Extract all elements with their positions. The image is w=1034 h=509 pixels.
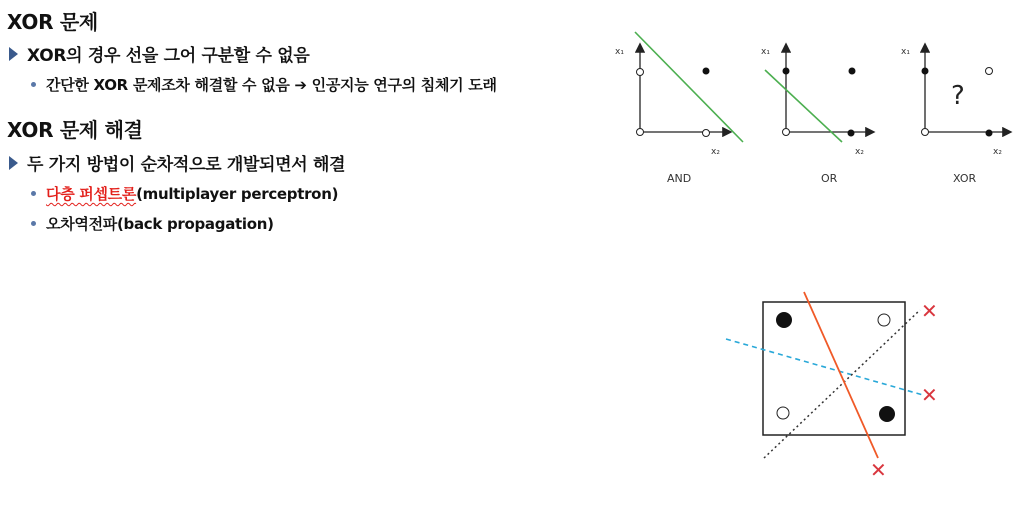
sub-bullet-backprop (31, 213, 274, 234)
and-point-00 (637, 129, 644, 136)
and-label: AND (667, 172, 692, 185)
section-title-xor-problem: XOR 문제 (7, 10, 98, 34)
or-x-label: x₂ (855, 147, 864, 157)
and-point-10 (703, 130, 710, 137)
xor-box-point-top-right (878, 314, 890, 326)
sub-bullet-text: 간단한 XOR 문제조차 해결할 수 없음 ➔ 인공지능 연구의 침체기 도래 (46, 76, 497, 94)
mlp-korean-term: 다층 퍼셉트론 (46, 185, 137, 203)
logic-gate-plots (605, 30, 1025, 200)
xor-point-10 (986, 130, 993, 137)
or-y-label: x₁ (761, 47, 770, 57)
xor-box-diagram (720, 284, 960, 484)
backprop-text: 오차역전파(back propagation) (46, 215, 274, 233)
xor-y-label: x₁ (901, 47, 910, 57)
xor-x-label: x₂ (993, 147, 1002, 157)
xor-label: XOR (953, 172, 977, 185)
xor-point-01 (922, 68, 929, 75)
and-plot (615, 32, 743, 185)
and-point-11 (703, 68, 710, 75)
or-point-01 (783, 68, 790, 75)
section-title-xor-solution: XOR 문제 해결 (7, 118, 143, 142)
dot-bullet-icon (31, 221, 36, 226)
dot-bullet-icon (31, 191, 36, 196)
fail-x-icon-top: ✕ (921, 299, 938, 323)
or-point-11 (849, 68, 856, 75)
xor-box-point-bottom-right (879, 406, 895, 422)
bullet-text: 두 가지 방법이 순차적으로 개발되면서 해결 (27, 155, 346, 175)
xor-point-11 (986, 68, 993, 75)
or-label: OR (821, 172, 838, 185)
triangle-bullet-icon (9, 47, 18, 61)
and-x-label: x₂ (711, 147, 720, 157)
triangle-bullet-icon (9, 156, 18, 170)
fail-x-icon-bottom: ✕ (870, 458, 887, 482)
bullet-xor-cannot-separate (9, 41, 309, 66)
bullet-two-methods (9, 150, 345, 175)
or-plot (761, 45, 873, 185)
question-mark: ? (951, 81, 965, 111)
mlp-english-term: (multiplayer perceptron) (136, 184, 339, 203)
and-point-01 (637, 69, 644, 76)
or-point-00 (783, 129, 790, 136)
and-y-label: x₁ (615, 47, 624, 57)
sub-bullet-ai-winter (31, 74, 497, 95)
fail-x-icon-middle: ✕ (921, 383, 938, 407)
and-separator-line (635, 32, 743, 142)
xor-box-point-bottom-left (777, 407, 789, 419)
sub-bullet-mlp (31, 183, 338, 204)
or-point-10 (848, 130, 855, 137)
dot-bullet-icon (31, 82, 36, 87)
xor-box-point-top-left (776, 312, 792, 328)
xor-plot (901, 45, 1010, 185)
xor-point-00 (922, 129, 929, 136)
bullet-text: XOR의 경우 선을 그어 구분할 수 없음 (27, 46, 310, 66)
or-separator-line (765, 70, 842, 142)
